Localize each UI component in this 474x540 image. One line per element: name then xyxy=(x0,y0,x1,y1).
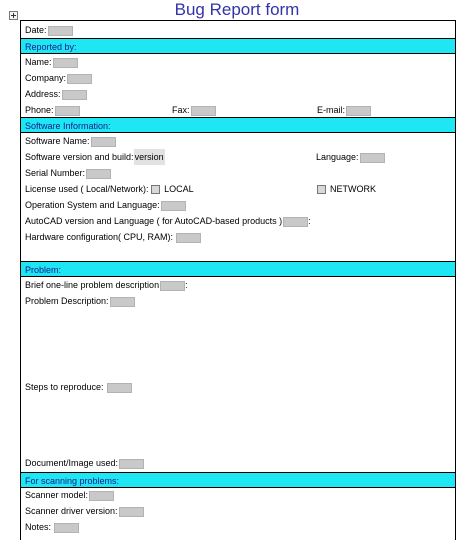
company-field[interactable] xyxy=(67,74,92,84)
autocad-field[interactable] xyxy=(283,217,308,227)
document-row xyxy=(21,455,455,471)
network-label: NETWORK xyxy=(330,184,376,194)
serial-row xyxy=(21,165,455,181)
brief-field[interactable] xyxy=(160,281,185,291)
os-row xyxy=(21,197,455,213)
fax-group xyxy=(172,102,216,118)
section-header: Reported by: xyxy=(25,42,77,52)
description-field[interactable] xyxy=(110,297,135,307)
steps-label: Steps to reproduce: xyxy=(25,382,104,392)
network-group xyxy=(317,181,376,197)
description-row xyxy=(21,293,455,309)
serial-label: Serial Number: xyxy=(25,168,86,178)
date-field[interactable] xyxy=(48,26,73,36)
email-group xyxy=(317,102,371,118)
document-label: Document/Image used: xyxy=(25,458,119,468)
hardware-field[interactable] xyxy=(176,233,201,243)
description-label: Problem Description: xyxy=(25,296,109,306)
section-scanning xyxy=(21,472,455,488)
local-label: LOCAL xyxy=(164,184,194,194)
section-problem xyxy=(21,261,455,277)
company-row xyxy=(21,70,455,86)
notes-field[interactable] xyxy=(54,523,79,533)
scanner-driver-label: Scanner driver version: xyxy=(25,506,118,516)
email-label: E-mail: xyxy=(317,105,346,115)
document-field[interactable] xyxy=(119,459,144,469)
language-group xyxy=(316,149,385,165)
hardware-label: Hardware configuration( CPU, RAM): xyxy=(25,232,174,242)
language-field[interactable] xyxy=(360,153,385,163)
autocad-label: AutoCAD version and Language ( for AutoCAD-based products ) xyxy=(25,216,283,226)
scanner-model-label: Scanner model: xyxy=(25,490,89,500)
autocad-row xyxy=(21,213,455,229)
fax-field[interactable] xyxy=(191,106,216,116)
hardware-row xyxy=(21,229,455,245)
section-header: Problem: xyxy=(25,265,62,275)
autocad-colon: : xyxy=(308,216,311,226)
scanner-driver-field[interactable] xyxy=(119,507,144,517)
email-field[interactable] xyxy=(346,106,371,116)
network-checkbox[interactable] xyxy=(317,185,326,194)
contact-row xyxy=(21,102,455,118)
section-header: Software Information: xyxy=(25,121,111,131)
version-label: Software version and build: xyxy=(25,152,134,162)
date-label: Date: xyxy=(25,25,47,35)
scanner-driver-row xyxy=(21,503,455,519)
scanner-model-field[interactable] xyxy=(89,491,114,501)
license-label: License used ( Local/Network): xyxy=(25,184,149,194)
os-field[interactable] xyxy=(161,201,186,211)
software-name-row xyxy=(21,133,455,149)
name-field[interactable] xyxy=(53,58,78,68)
notes-row xyxy=(21,519,455,535)
phone-label: Phone: xyxy=(25,105,54,115)
brief-label: Brief one-line problem description xyxy=(25,280,160,290)
form-title: Bug Report form xyxy=(174,0,300,19)
name-label: Name: xyxy=(25,57,52,67)
brief-colon: : xyxy=(185,280,188,290)
version-row xyxy=(21,149,455,165)
company-label: Company: xyxy=(25,73,67,83)
address-row xyxy=(21,86,455,102)
name-row xyxy=(21,54,455,70)
section-reported-by xyxy=(21,38,455,54)
version-field[interactable]: version xyxy=(134,149,165,165)
notes-label: Notes: xyxy=(25,522,52,532)
phone-field[interactable] xyxy=(55,106,80,116)
fax-label: Fax: xyxy=(172,105,190,115)
license-row xyxy=(21,181,455,197)
bug-report-table xyxy=(20,20,456,540)
software-name-field[interactable] xyxy=(91,137,116,147)
language-label: Language: xyxy=(316,152,359,162)
table-move-handle-icon[interactable] xyxy=(9,11,18,20)
section-software xyxy=(21,117,455,133)
brief-row xyxy=(21,277,455,293)
steps-row xyxy=(21,379,455,395)
os-label: Operation System and Language: xyxy=(25,200,160,210)
address-label: Address: xyxy=(25,89,61,99)
date-row xyxy=(21,22,455,38)
serial-field[interactable] xyxy=(86,169,111,179)
section-header: For scanning problems: xyxy=(25,476,120,486)
local-checkbox[interactable] xyxy=(151,185,160,194)
address-field[interactable] xyxy=(62,90,87,100)
software-name-label: Software Name: xyxy=(25,136,90,146)
steps-field[interactable] xyxy=(107,383,132,393)
scanner-model-row xyxy=(21,487,455,503)
